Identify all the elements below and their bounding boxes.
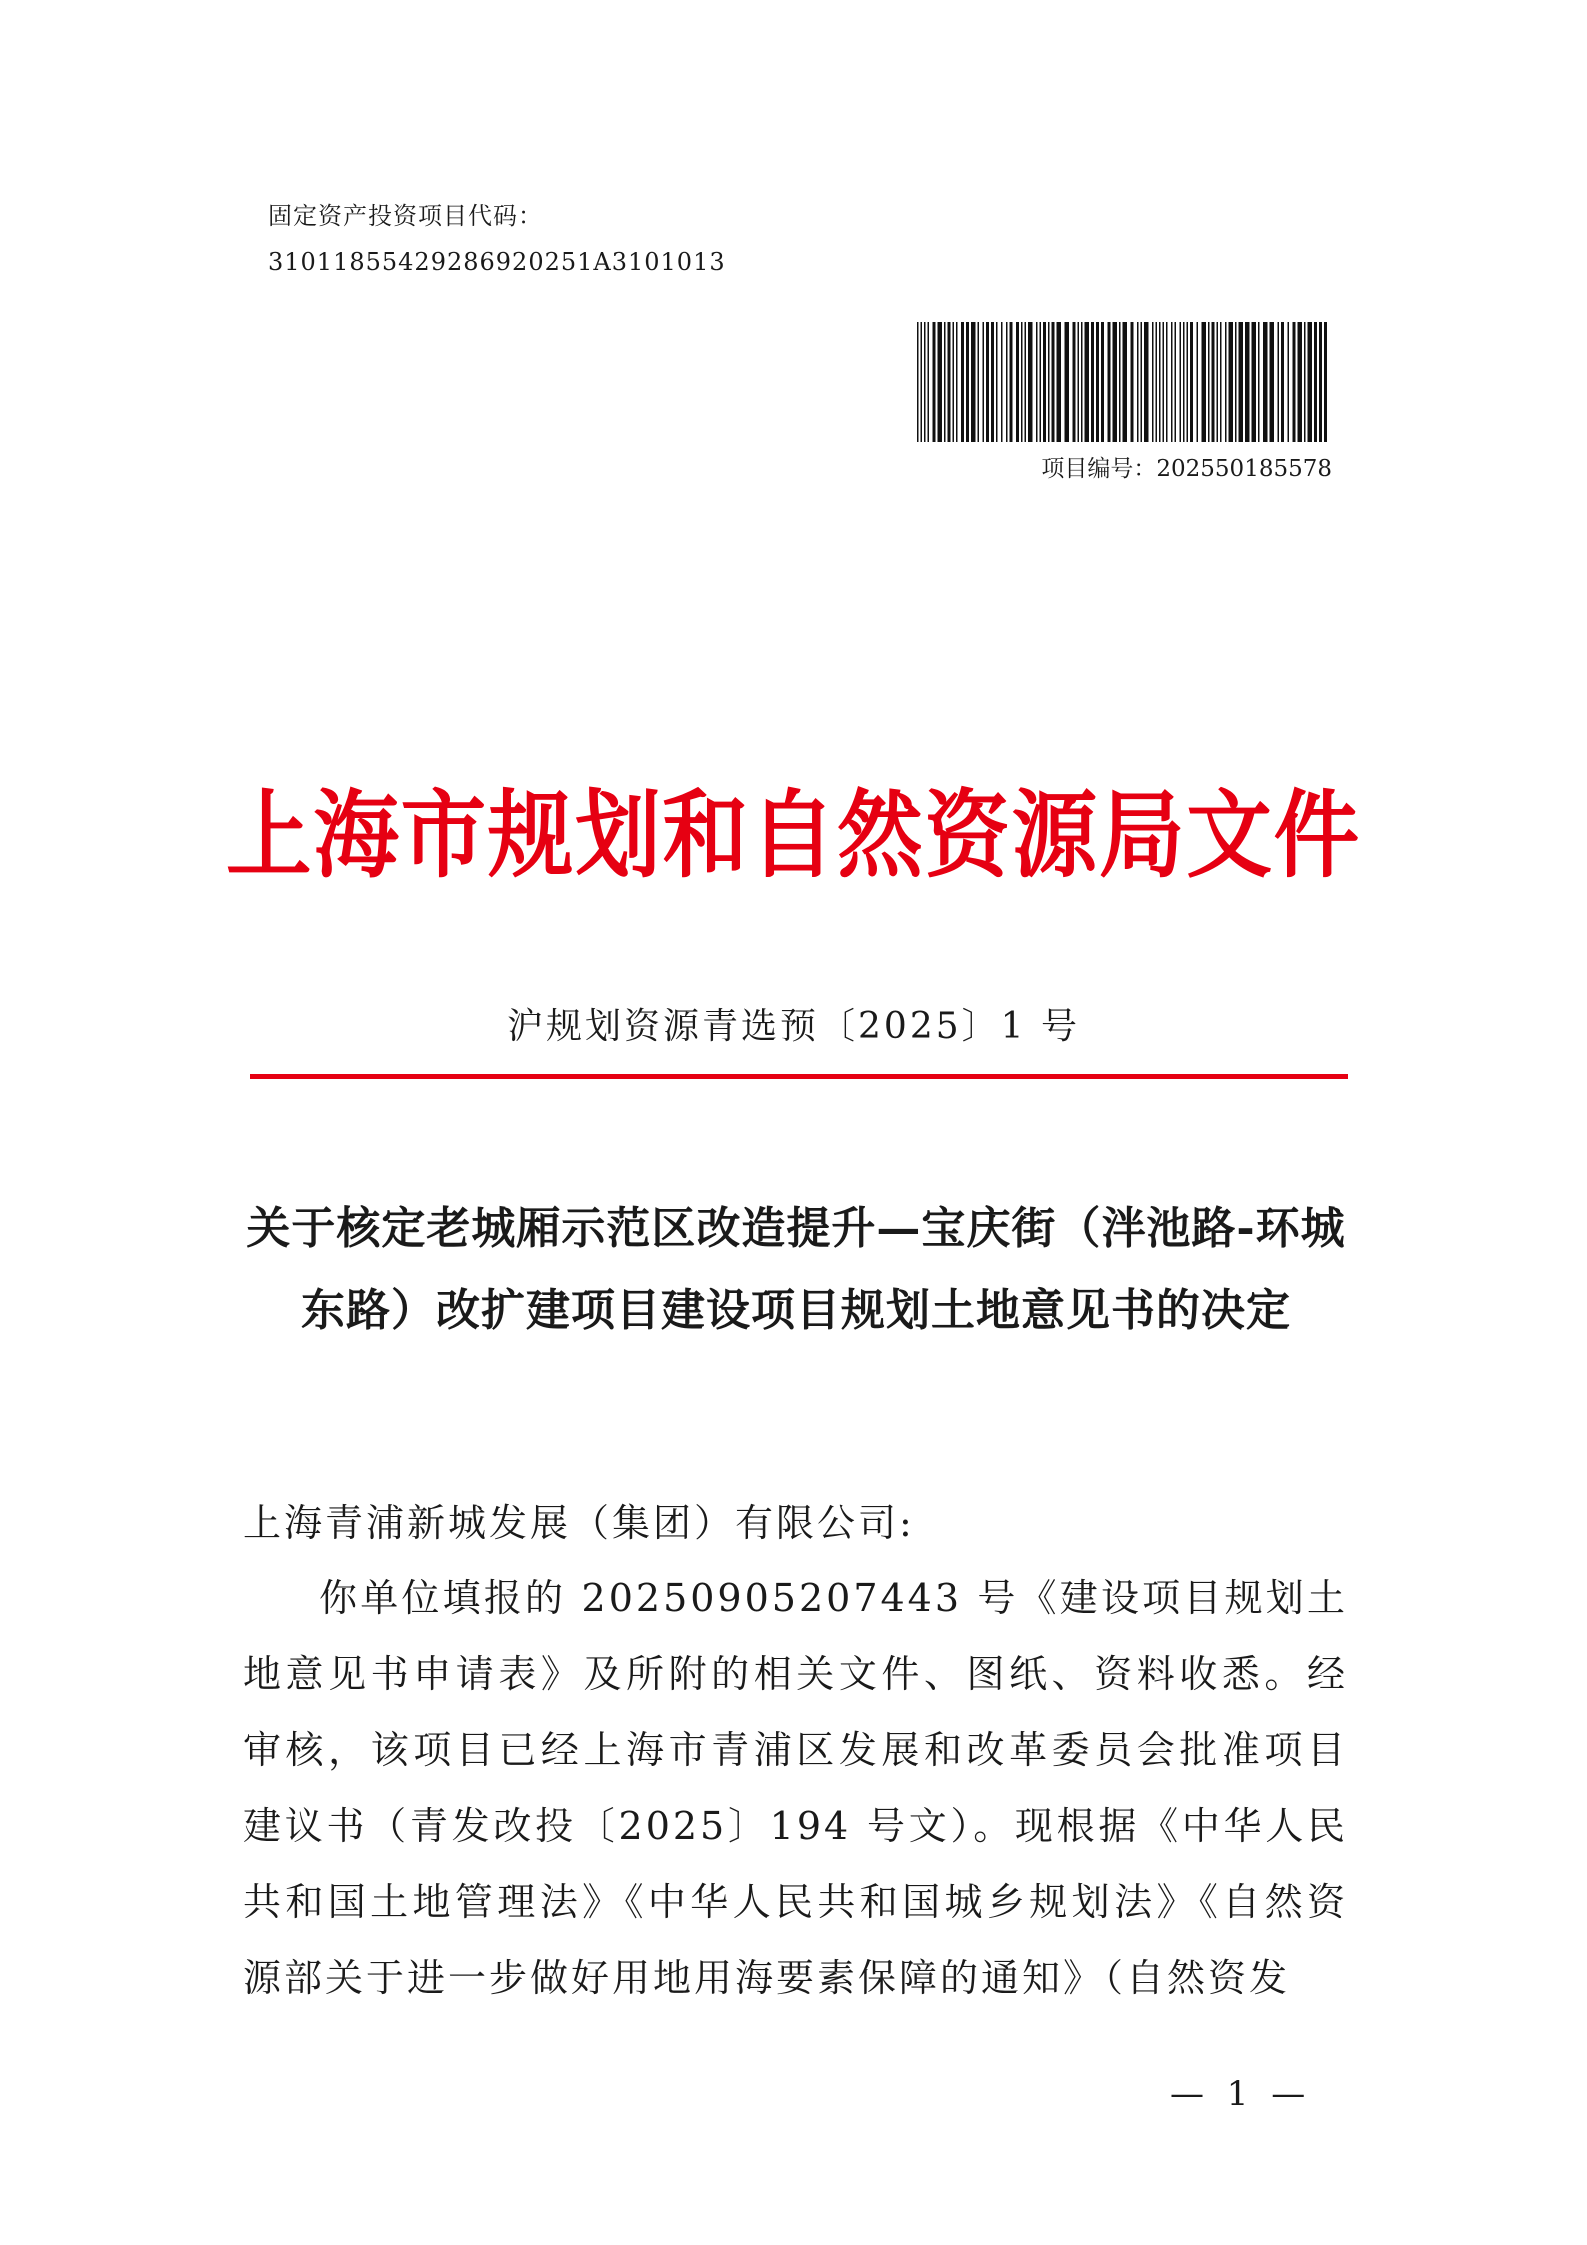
project-number: 项目编号：202550185578 <box>1041 456 1332 482</box>
recipient: 上海青浦新城发展（集团）有限公司: <box>243 1501 915 1545</box>
red-divider-line <box>250 1074 1348 1079</box>
body-paragraph: 你单位填报的 20250905207443 号《建设项目规划土地意见书申请表》及所附的相关文件、图纸、资料收悉。经审核，该项目已经上海市青浦区发展和改革委员会批准项目建议书（青发改投〔2025〕194 号文）。现根据《中华人民共和国土地管理法》《中华人民共和国城乡规划法》《自然资源部关于进一步做好用地用海要素保障的通知》（自然资发 <box>243 1576 1348 2000</box>
investment-code-value: 31011855429286920251A3101013 <box>268 248 726 276</box>
barcode-block <box>917 322 1332 482</box>
barcode-image <box>917 322 1332 442</box>
investment-code-label: 固定资产投资项目代码： <box>268 202 543 230</box>
document-subject: 关于核定老城厢示范区改造提升—宝庆街（泮池路-环城东路）改扩建项目建设项目规划土地意见书的决定 <box>246 1203 1346 1336</box>
page-number: — 1 — <box>1170 2074 1312 2114</box>
document-number: 沪规划资源青选预〔2025〕1 号 <box>507 1006 1080 1047</box>
investment-code-block <box>268 193 726 285</box>
agency-title: 上海市规划和自然资源局文件 <box>226 781 1361 891</box>
